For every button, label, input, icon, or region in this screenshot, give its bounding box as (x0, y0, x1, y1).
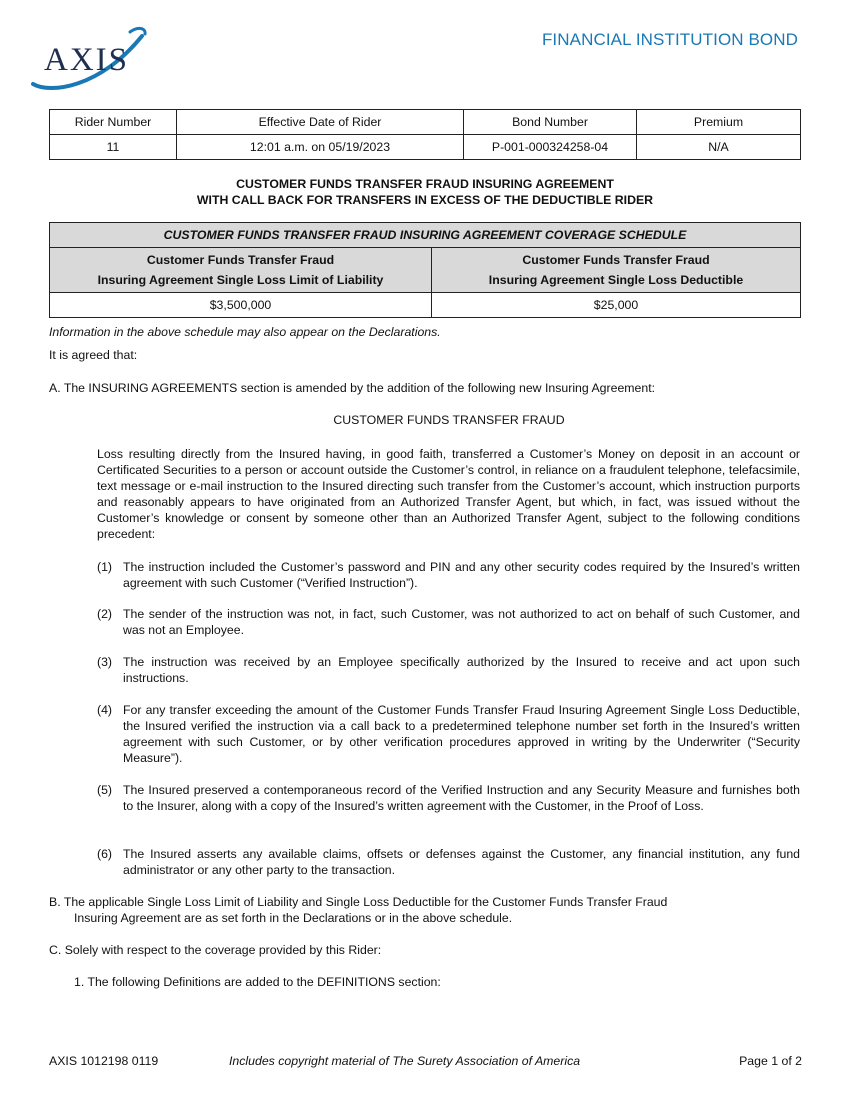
section-c-item-1: 1. The following Definitions are added to the DEFINITIONS section: (74, 975, 441, 989)
axis-logo (30, 22, 150, 94)
section-b (49, 894, 667, 926)
document-title: FINANCIAL INSTITUTION BOND (541, 30, 798, 49)
condition-item (97, 846, 800, 878)
section-c: C. Solely with respect to the coverage provided by this Rider: (49, 943, 382, 957)
condition-text: The sender of the instruction was not, in fact, such Customer, was not authorized to act on behalf of such Customer, and was not an Employee. (123, 607, 800, 637)
rider-number-value: 11 (50, 135, 177, 160)
condition-text: For any transfer exceeding the amount of the Customer Funds Transfer Fraud Insuring Agreement Single Loss Deductible, the Insured verified the instruction via a call back to a predetermined telephone number set forth in the Insured’s written agreement with such Customer, or by other verification procedures approved in writing by the Underwriter (“Security Measure”). (123, 703, 800, 765)
rider-table-header-row (50, 110, 801, 135)
effective-date-value: 12:01 a.m. on 05/19/2023 (177, 135, 464, 160)
limit-header-line-2: Insuring Agreement Single Loss Limit of Liability (97, 273, 384, 287)
agreed-text: It is agreed that: (49, 348, 138, 362)
condition-item (97, 782, 800, 814)
section-b-line-1: B. The applicable Single Loss Limit of Liability and Single Loss Deductible for the Customer Funds Transfer Fraud (49, 895, 668, 909)
rider-table-value-row (50, 135, 801, 160)
deductible-header-line-2: Insuring Agreement Single Loss Deductible (488, 273, 744, 287)
rider-number-header: Rider Number (50, 110, 177, 135)
limit-value: $3,500,000 (50, 293, 432, 318)
rider-title-line-1: CUSTOMER FUNDS TRANSFER FRAUD INSURING AGREEMENT (236, 177, 614, 191)
condition-item (97, 606, 800, 638)
schedule-title: CUSTOMER FUNDS TRANSFER FRAUD INSURING AGREEMENT COVERAGE SCHEDULE (50, 223, 801, 248)
deductible-header-line-1: Customer Funds Transfer Fraud (522, 253, 710, 267)
condition-number: (2) (97, 607, 113, 621)
page-number: Page 1 of 2 (739, 1054, 802, 1068)
condition-item (97, 702, 800, 766)
rider-title (49, 176, 801, 208)
bond-number-header: Bond Number (464, 110, 637, 135)
effective-date-header: Effective Date of Rider (177, 110, 464, 135)
section-b-line-2: Insuring Agreement are as set forth in the Declarations or in the above schedule. (74, 911, 513, 925)
condition-number: (4) (97, 703, 113, 717)
copyright-notice: Includes copyright material of The Surety Association of America (229, 1054, 581, 1068)
axis-logo-text: AXIS (44, 42, 130, 78)
limit-header-line-1: Customer Funds Transfer Fraud (146, 253, 335, 267)
bond-number-value: P-001-000324258-04 (464, 135, 637, 160)
insuring-agreement-paragraph: Loss resulting directly from the Insured having, in good faith, transferred a Customer’s Money on deposit in an account or Certificated Securities to a person or account outside the Customer’s control, in reliance on a fraudulent telephone, telefacsimile, text message or e-mail instruction to the Insured directing such transfer from the Customer’s account, which instruction purports and reasonably appears to have originated from an Authorized Transfer Agent, but which, in fact, was issued without the Customer’s knowledge or consent by someone other than an Authorized Transfer Agent, subject to the following conditions precedent: (97, 447, 800, 541)
section-a: A. The INSURING AGREEMENTS section is amended by the addition of the following new Insuring Agreement: (49, 381, 656, 395)
limit-column-header (50, 248, 432, 293)
condition-number: (6) (97, 847, 113, 861)
deductible-column-header (432, 248, 801, 293)
condition-text: The instruction was received by an Employee specifically authorized by the Insured to receive and act upon such instructions. (123, 655, 800, 685)
condition-text: The Insured preserved a contemporaneous record of the Verified Instruction and any Security Measure and furnishes both to the Insurer, along with a copy of the Insured’s written agreement with the Customer, in the Proof of Loss. (123, 783, 800, 813)
coverage-schedule-table (49, 222, 801, 318)
condition-number: (5) (97, 783, 113, 797)
form-number: AXIS 1012198 0119 (49, 1054, 159, 1068)
premium-value: N/A (637, 135, 801, 160)
condition-text: The Insured asserts any available claims, offsets or defenses against the Customer, any financial institution, any fund administrator or any other party to the transaction. (123, 847, 800, 877)
axis-logo-swoosh-icon (30, 22, 150, 94)
condition-item (97, 654, 800, 686)
deductible-value: $25,000 (432, 293, 801, 318)
condition-number: (1) (97, 560, 113, 574)
rider-title-line-2: WITH CALL BACK FOR TRANSFERS IN EXCESS OF THE DEDUCTIBLE RIDER (196, 193, 654, 207)
rider-info-table (49, 109, 801, 160)
condition-text: The instruction included the Customer’s password and PIN and any other security codes required by the Insured’s written agreement with such Customer (“Verified Instruction”). (123, 560, 800, 590)
premium-header: Premium (637, 110, 801, 135)
condition-item (97, 559, 800, 591)
insuring-agreement-title: CUSTOMER FUNDS TRANSFER FRAUD (333, 413, 565, 427)
schedule-note: Information in the above schedule may also appear on the Declarations. (49, 325, 441, 339)
condition-number: (3) (97, 655, 113, 669)
